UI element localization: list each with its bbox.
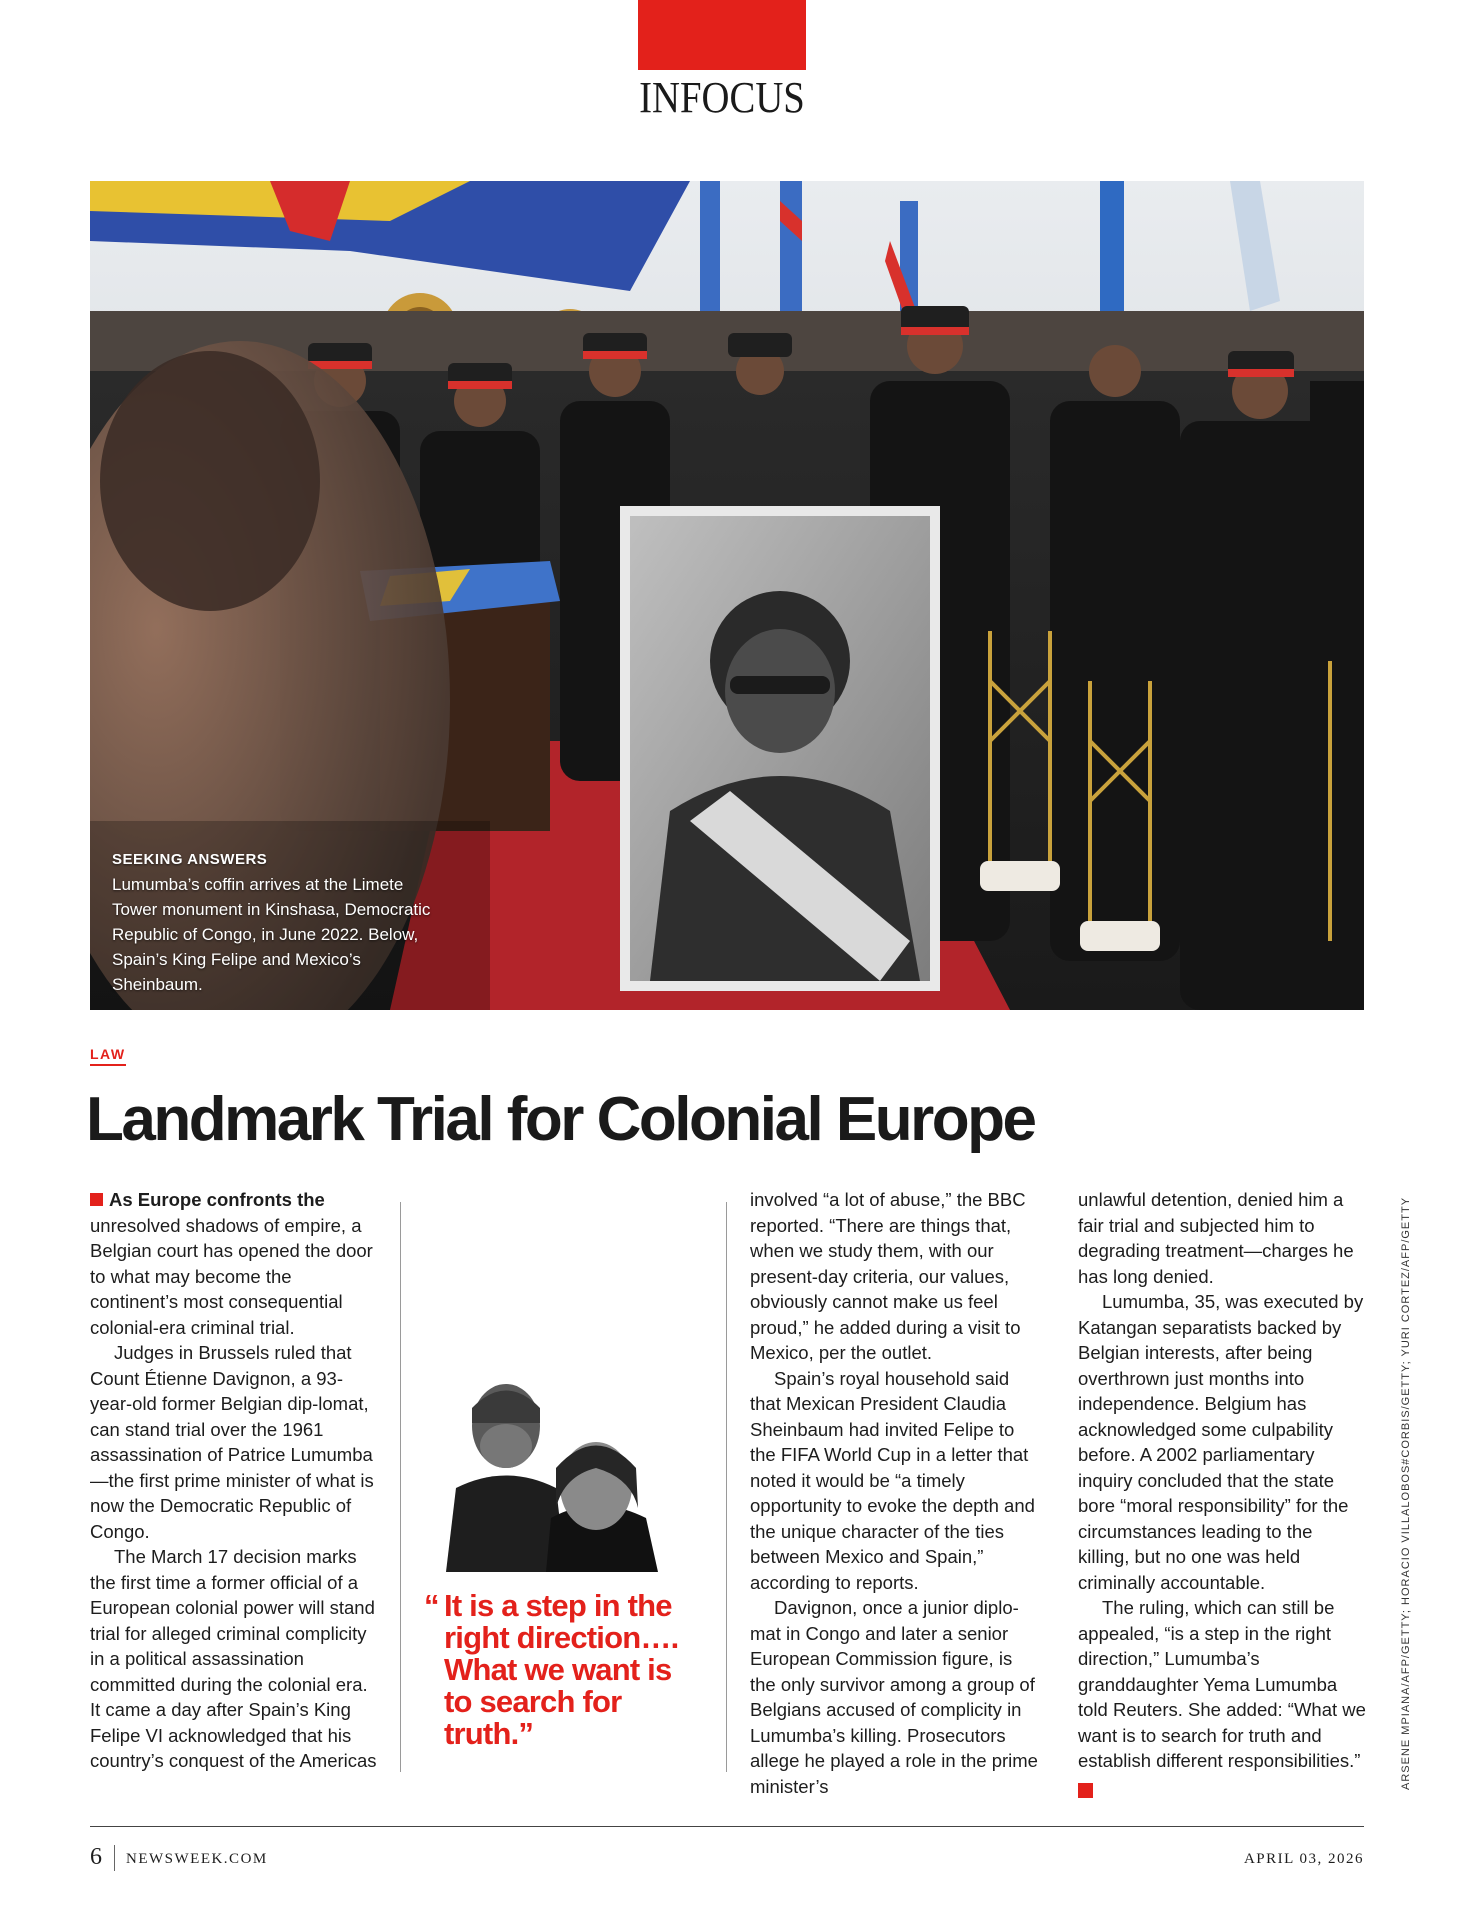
pull-quote xyxy=(424,1590,684,1750)
article-paragraph: Spain’s royal household said that Mexican President Claudia Sheinbaum had invited Felipe to the FIFA World Cup in a letter that noted it would be “a timely opportunity to evoke the depth and the unique character of the ties between Mexico and Spain,” according to reports. xyxy=(750,1367,1035,1593)
lead-in: As Europe confronts the xyxy=(109,1189,325,1210)
article-column-4 xyxy=(1078,1187,1368,1799)
footer-rule xyxy=(90,1826,1364,1827)
photo-caption xyxy=(112,847,442,997)
column-divider xyxy=(726,1202,727,1772)
footer-divider xyxy=(114,1845,115,1871)
photo-credit: ARSENE MPIANA/AFP/GETTY; HORACIO VILLALOBOS#CORBIS/GETTY; YURI CORTEZ/AFP/GETTY xyxy=(1400,1196,1412,1790)
footer-site: NEWSWEEK.COM xyxy=(126,1851,268,1867)
section-color-tab xyxy=(638,0,806,70)
end-mark-icon: N xyxy=(1078,1783,1093,1798)
article-kicker: LAW xyxy=(90,1046,126,1066)
paragraph-text: unresolved shadows of empire, a Belgian court has opened the door to what may become the continent’s most consequential colonial-era criminal trial. xyxy=(90,1214,373,1338)
pull-quote-text: It is a step in the right direction…. What we want is to search for truth.” xyxy=(444,1588,679,1751)
paragraph-text: The ruling, which can still be appealed, “is a step in the right direction,” Lumumba’s granddaughter Yema Lumumba told Reuters. She added: “What we want is to search for truth and establish different responsibilities.” xyxy=(1078,1597,1366,1771)
article-column-3 xyxy=(750,1187,1040,1799)
article-paragraph: Davignon, once a junior diplo-mat in Congo and later a senior European Commission figure, is the only survivor among a group of Belgians accused of complicity in Lumumba’s killing. Prosecutors allege he played a role in the prime minister’s xyxy=(750,1597,1038,1797)
quote-mark-icon: “ xyxy=(424,1588,439,1623)
article-paragraph: involved “a lot of abuse,” the BBC reported. “There are things that, when we study them, with our present-day criteria, our values, obviously cannot make us feel proud,” he added during a visit to Mexico, per the outlet. xyxy=(750,1189,1026,1363)
hero-photo xyxy=(90,181,1364,1010)
caption-title: SEEKING ANSWERS xyxy=(112,851,268,868)
column-divider xyxy=(400,1202,401,1772)
section-bullet-icon xyxy=(90,1193,103,1206)
article-paragraph: unlawful detention, denied him a fair trial and subjected him to degrading treatment—charges he has long denied. xyxy=(1078,1189,1354,1287)
article-paragraph: Judges in Brussels ruled that Count Étienne Davignon, a 93-year-old former Belgian dip-lomat, can stand trial over the 1961 assassination of Patrice Lumumba—the first prime minister of what is now the Democratic Republic of Congo. xyxy=(90,1342,374,1542)
lead-paragraph xyxy=(90,1187,378,1340)
footer-date: APRIL 03, 2026 xyxy=(1243,1851,1364,1867)
portraits-image xyxy=(446,1368,658,1572)
page-number: 6 xyxy=(90,1844,102,1870)
section-label: INFOCUS xyxy=(639,73,805,122)
article-paragraph: Lumumba, 35, was executed by Katangan separatists backed by Belgian interests, after being overthrown just months into independence. Belgium has acknowledged some culpability before. A 2002 parliamentary inquiry concluded that the state bore “moral responsibility” for the circumstances leading to the killing, but no one was held criminally accountable. xyxy=(1078,1291,1364,1593)
caption-text: Lumumba’s coffin arrives at the Limete Tower monument in Kinshasa, Democratic Republic of Congo, in June 2022. Below, Spain’s King Felipe and Mexico’s Sheinbaum. xyxy=(112,875,431,994)
article-headline: Landmark Trial for Colonial Europe xyxy=(86,1085,1035,1154)
article-paragraph xyxy=(1078,1595,1368,1799)
article-paragraph: The March 17 decision marks the first time a former official of a European colonial power will stand trial for alleged criminal complicity in a political assassination committed during the colonial era. It came a day after Spain’s King Felipe VI acknowledged that his country’s conquest of the Americas xyxy=(90,1546,377,1771)
article-column-1 xyxy=(90,1187,378,1774)
